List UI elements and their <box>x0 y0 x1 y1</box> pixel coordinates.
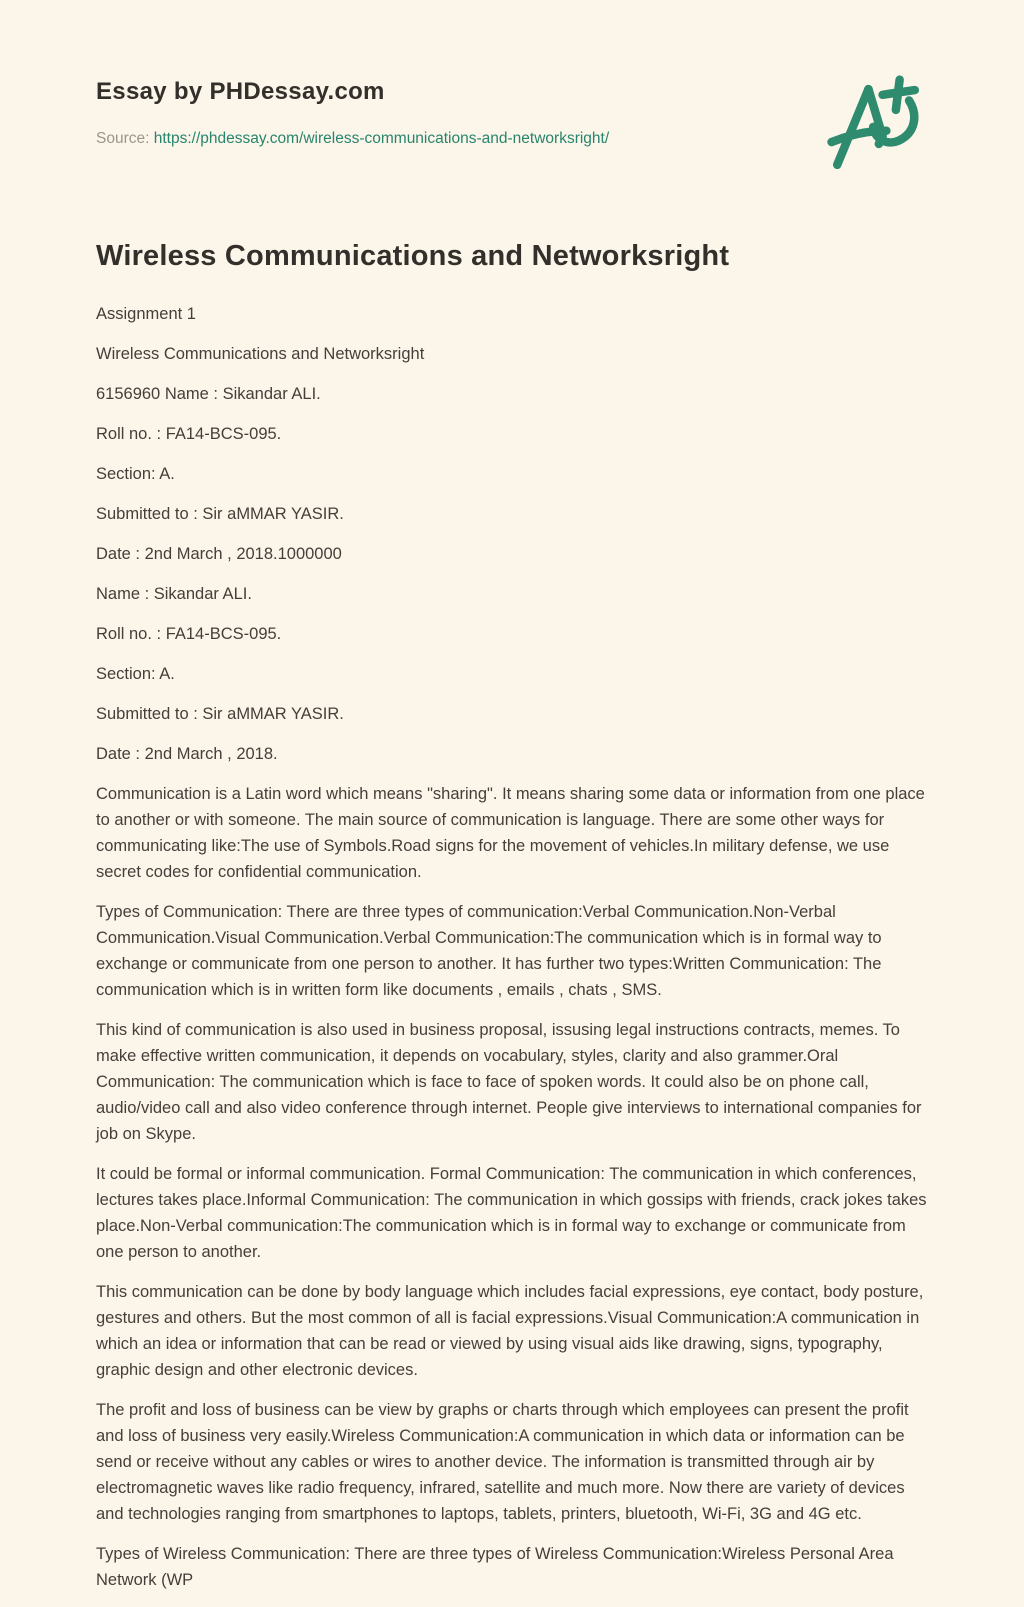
assignment-label: Assignment 1 <box>96 305 196 323</box>
meta-line-roll-1: Roll no. : FA14-BCS-095. <box>96 425 282 443</box>
source-line <box>96 130 609 148</box>
site-title: Essay by PHDessay.com <box>96 78 385 105</box>
body-paragraph: The profit and loss of business can be view by graphs or charts through which employees can present the profit and loss of business very easily.Wireless Communication:A communication in which data or information can be send or receive without any cables or wires to another device. The information is transmitted through air by electromagnetic waves like radio frequency, infrared, satellite and much more. Now there are variety of devices and technologies ranging from smartphones to laptops, tablets, printers, bluetooth, Wi-Fi, 3G and 4G etc. <box>96 1401 909 1523</box>
meta-line-roll-2: Roll no. : FA14-BCS-095. <box>96 625 282 643</box>
body-paragraph: This communication can be done by body language which includes facial expressions, eye contact, body posture, gestures and others. But the most common of all is facial expressions.Visual Communication:A communication in which an idea or information that can be read or viewed by using visual aids like drawing, signs, typography, graphic design and other electronic devices. <box>96 1283 924 1379</box>
meta-line-date-2: Date : 2nd March , 2018. <box>96 745 278 763</box>
header-text-block <box>96 72 609 148</box>
body-paragraph-truncated: Types of Wireless Communication: There are three types of Wireless Communication:Wireless Personal Area Network (WP <box>96 1545 894 1589</box>
meta-line-section-1: Section: A. <box>96 465 175 483</box>
body-paragraph: It could be formal or informal communication. Formal Communication: The communication in which conferences, lectures takes place.Informal Communication: The communication in which gossips with friends, crack jokes takes place.Non-Verbal communication:The communication which is in formal way to exchange or communicate from one person to another. <box>96 1165 927 1261</box>
phdessay-a-plus-logo-icon <box>824 74 928 178</box>
meta-line-submitted-2: Submitted to : Sir aMMAR YASIR. <box>96 705 344 723</box>
meta-line-section-2: Section: A. <box>96 665 175 683</box>
source-url-link[interactable]: https://phdessay.com/wireless-communications-and-networksright/ <box>153 130 610 147</box>
source-label: Source: <box>96 130 150 147</box>
meta-line-date-1: Date : 2nd March , 2018.1000000 <box>96 545 342 563</box>
meta-line-name-2: Name : Sikandar ALI. <box>96 585 252 603</box>
meta-line-submitted-1: Submitted to : Sir aMMAR YASIR. <box>96 505 344 523</box>
meta-line-name-1: 6156960 Name : Sikandar ALI. <box>96 385 321 403</box>
essay-body <box>96 301 928 1593</box>
page-header <box>96 72 928 178</box>
body-paragraph: Communication is a Latin word which means "sharing". It means sharing some data or information from one place to another or with someone. The main source of communication is language. There are some other ways for communicating like:The use of Symbols.Road signs for the movement of vehicles.In military defense, we use secret codes for confidential communication. <box>96 785 925 881</box>
body-paragraph: This kind of communication is also used in business proposal, issusing legal instructions contracts, memes. To make effective written communication, it depends on vocabulary, styles, clarity and also grammer.Oral Communication: The communication which is face to face of spoken words. It could also be on phone call, audio/video call and also video conference through internet. People give interviews to international companies for job on Skype. <box>96 1021 922 1143</box>
essay-title: Wireless Communications and Networksright <box>96 240 730 272</box>
essay-subtitle: Wireless Communications and Networksright <box>96 345 425 363</box>
body-paragraph: Types of Communication: There are three types of communication:Verbal Communication.Non-Verbal Communication.Visual Communication.Verbal Communication:The communication which is in formal way to exchange or communicate from one person to another. It has further two types:Written Communication: The communication which is in written form like documents , emails , chats , SMS. <box>96 903 882 999</box>
